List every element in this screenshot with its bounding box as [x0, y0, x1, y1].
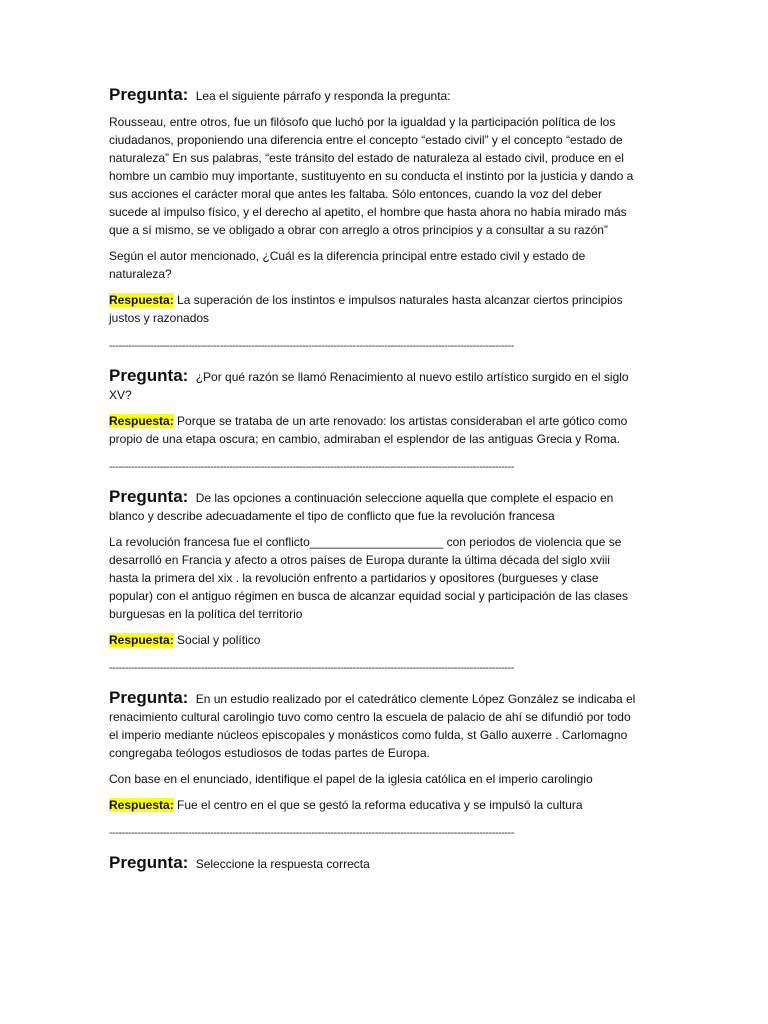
answer-label: Respuesta: [109, 293, 174, 307]
question-5-heading [109, 854, 639, 873]
question-2-heading [109, 367, 639, 404]
question-1-answer [109, 291, 639, 327]
question-3-passage: La revolución francesa fue el conflicto____________________ con periodos de violencia que se desarrolló en Francia y afecto a otros países de Europa durante la última década del siglo xviii hasta la primera del xix . la revolución enfrento a partidarios y opositores (burgueses y clase popular) con el antiguo régimen en busca de alcanzar equidad social y participación de las clases burguesas en la política del territorio [109, 535, 628, 621]
question-label: Pregunta: [109, 85, 189, 104]
question-1-prompt: Lea el siguiente párrafo y responda la pregunta: [195, 89, 451, 103]
question-4-answer [109, 796, 639, 814]
question-1-question: Según el autor mencionado, ¿Cuál es la diferencia principal entre estado civil y estado de naturaleza? [109, 249, 586, 281]
question-1-answer-text: La superación de los instintos e impulsos naturales hasta alcanzar ciertos principios justos y razonados [109, 293, 623, 325]
question-5-prompt: Seleccione la respuesta correcta [195, 857, 370, 871]
question-3-answer-text: Social y político [177, 633, 261, 647]
question-label: Pregunta: [109, 853, 189, 872]
question-label: Pregunta: [109, 487, 189, 506]
question-3-heading [109, 488, 639, 525]
question-3-answer [109, 631, 639, 649]
answer-label: Respuesta: [109, 633, 174, 647]
question-4-prompt: En un estudio realizado por el catedrático clemente López González se indicaba el renacimiento cultural carolingio tuvo como centro la escuela de palacio de ahí se difundió por todo el imperio mediante núcleos episcopales y monásticos como fulda, st Gallo auxerre . Carlomagno congregaba teólogos estudiosos de todas partes de Europa. [109, 692, 636, 760]
question-label: Pregunta: [109, 688, 189, 707]
document-content [109, 86, 639, 877]
question-2-prompt: ¿Por qué razón se llamó Renacimiento al nuevo estilo artístico surgido en el siglo XV? [109, 370, 629, 402]
question-4-heading [109, 689, 639, 762]
divider: -------------------------------------------------------------------------------------------------------------------------------- [109, 662, 514, 674]
question-1-heading [109, 86, 639, 105]
question-4-answer-text: Fue el centro en el que se gestó la reforma educativa y se impulsó la cultura [177, 798, 583, 812]
divider: -------------------------------------------------------------------------------------------------------------------------------- [109, 461, 514, 473]
divider: -------------------------------------------------------------------------------------------------------------------------------- [109, 827, 514, 839]
question-2-answer [109, 412, 639, 448]
question-2-answer-text: Porque se trataba de un arte renovado: los artistas consideraban el arte gótico como propio de una etapa oscura; en cambio, admiraban el esplendor de las antiguas Grecia y Roma. [109, 414, 628, 446]
answer-label: Respuesta: [109, 414, 174, 428]
question-1-passage: Rousseau, entre otros, fue un filósofo que luchó por la igualdad y la participación política de los ciudadanos, proponiendo una diferencia entre el concepto “estado civil” y el concepto “estado de naturaleza” En sus palabras, “este tránsito del estado de naturaleza al estado civil, produce en el hombre un cambio muy importante, sustituyento en su conducta el instinto por la justicia y dando a sus acciones el carácter moral que antes les faltaba. Sólo entonces, cuando la voz del deber sucede al impulso físico, y el derecho al apetito, el hombre que hasta ahora no había mirado más que a sí mismo, se ve obligado a obrar con arreglo a otros principios y a consultar a su razón” [109, 115, 634, 237]
divider: -------------------------------------------------------------------------------------------------------------------------------- [109, 340, 514, 352]
answer-label: Respuesta: [109, 798, 174, 812]
question-4-question: Con base en el enunciado, identifique el papel de la iglesia católica en el imperio carolingio [109, 772, 593, 786]
question-3-prompt: De las opciones a continuación seleccione aquella que complete el espacio en blanco y describe adecuadamente el tipo de conflicto que fue la revolución francesa [109, 491, 614, 523]
question-label: Pregunta: [109, 366, 189, 385]
